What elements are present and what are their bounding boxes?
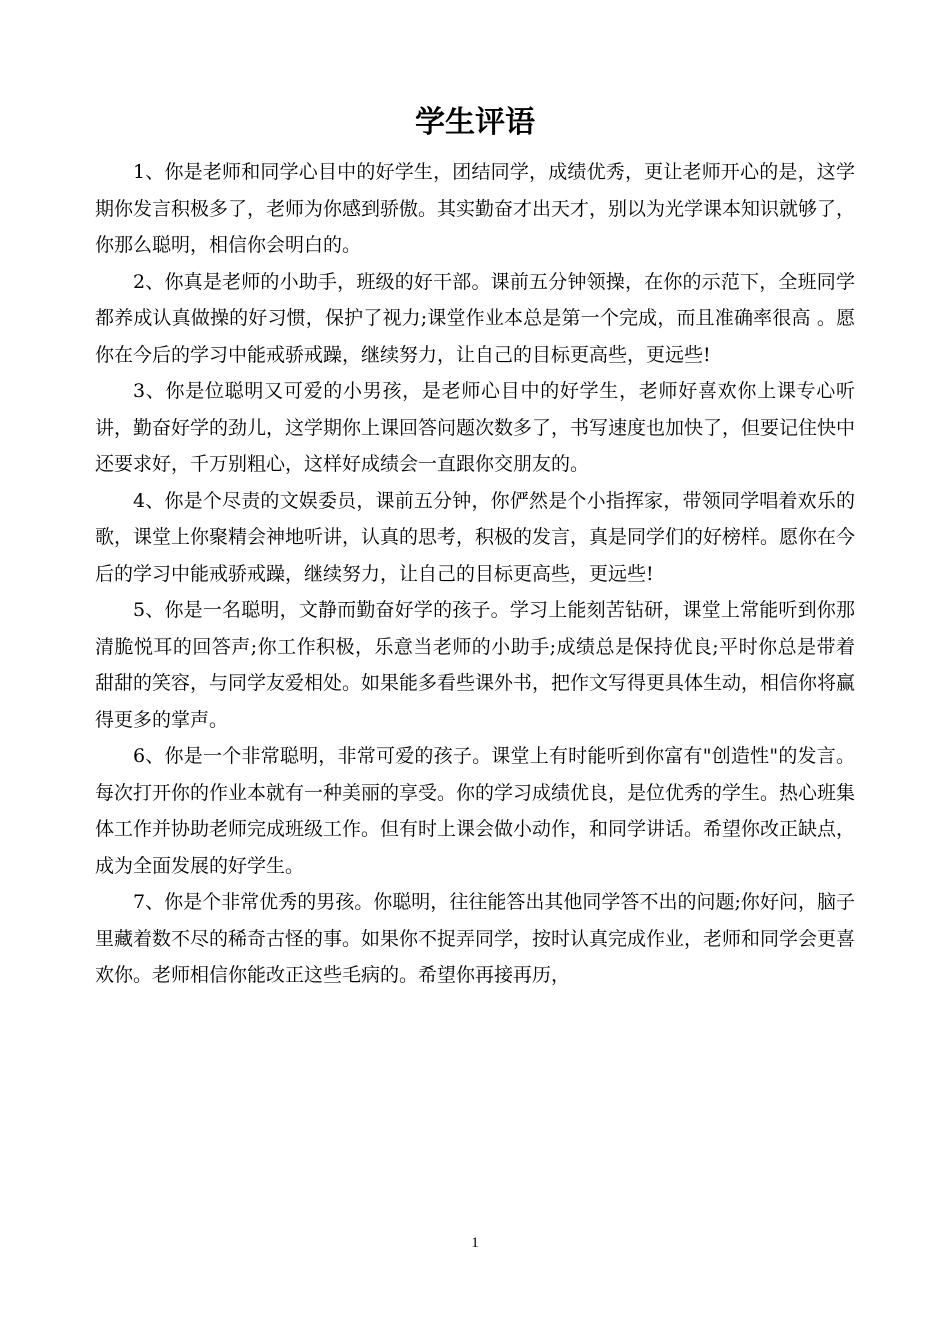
page-number: 1 bbox=[471, 1235, 479, 1251]
comment-paragraph-7: 7、你是个非常优秀的男孩。你聪明，往往能答出其他同学答不出的问题;你好问，脑子里藏着数不尽的稀奇古怪的事。如果你不捉弄同学，按时认真完成作业，老师和同学会更喜欢你。老师相信你能改正这些毛病的。希望你再接再历， bbox=[95, 891, 856, 986]
comment-paragraph-2: 2、你真是老师的小助手，班级的好干部。课前五分钟领操，在你的示范下，全班同学都养成认真做操的好习惯，保护了视力;课堂作业本总是第一个完成，而且准确率很高 。愿你在今后的学习中能戒骄戒躁，继续努力，让自己的目标更高些，更远些! bbox=[95, 270, 855, 366]
comment-paragraph-1: 1、你是老师和同学心目中的好学生，团结同学，成绩优秀，更让老师开心的是，这学期你发言积极多了，老师为你感到骄傲。其实勤奋才出天才，别以为光学课本知识就够了，你那么聪明，相信你会明白的。 bbox=[95, 161, 856, 256]
comment-paragraph-5: 5、你是一名聪明，文静而勤奋好学的孩子。学习上能刻苦钻研，课堂上常能听到你那清脆悦耳的回答声;你工作积极，乐意当老师的小助手;成绩总是保持优良;平时你总是带着甜甜的笑容，与同学友爱相处。如果能多看些课外书，把作文写得更具体生动，相信你将赢得更多的掌声。 bbox=[95, 599, 856, 731]
comment-paragraph-4: 4、你是个尽责的文娱委员，课前五分钟，你俨然是个小指挥家，带领同学唱着欢乐的歌，课堂上你聚精会神地听讲，认真的思考，积极的发言，真是同学们的好榜样。愿你在今后的学习中能戒骄戒躁，继续努力，让自己的目标更高些，更远些! bbox=[95, 489, 856, 585]
document-body bbox=[95, 154, 855, 994]
comment-paragraph-3: 3、你是位聪明又可爱的小男孩，是老师心目中的好学生，老师好喜欢你上课专心听讲，勤奋好学的劲儿，这学期你上课回答问题次数多了，书写速度也加快了，但要记住快中还要求好，千万别粗心，这样好成绩会一直跟你交朋友的。 bbox=[95, 380, 856, 475]
document-title: 学生评语 bbox=[415, 105, 535, 140]
comment-paragraph-6: 6、你是一个非常聪明，非常可爱的孩子。课堂上有时能听到你富有"创造性"的发言。每次打开你的作业本就有一种美丽的享受。你的学习成绩优良，是位优秀的学生。热心班集体工作并协助老师完成班级工作。但有时上课会做小动作，和同学讲话。希望你改正缺点，成为全面发展的好学生。 bbox=[95, 745, 856, 877]
